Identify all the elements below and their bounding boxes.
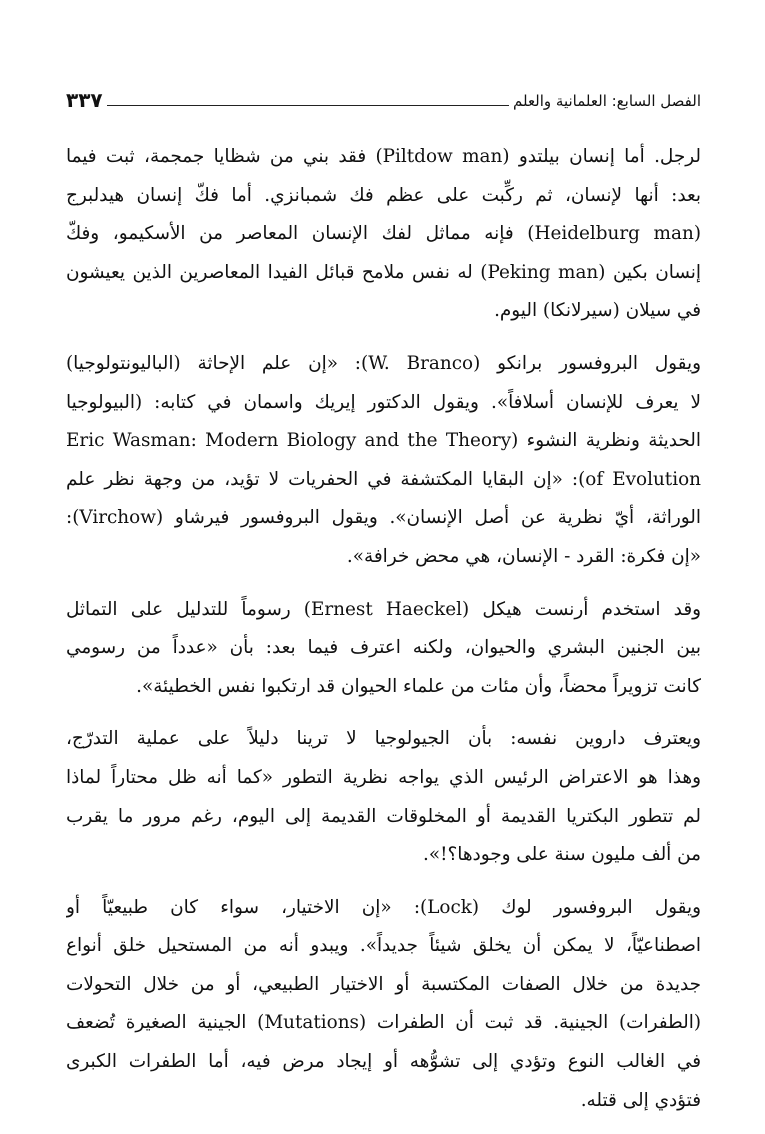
text-line: الحديثة ونظرية النشوء (Eric Wasman: Modern Biology and the Theory (66, 430, 701, 452)
paragraph (66, 591, 701, 707)
text-line: في الغالب النوع وتؤدي إلى تشوُّهه أو إيجاد مرض فيه، أما الطفرات الكبرى (66, 1051, 701, 1073)
text-line: الوراثة، أيّ نظرية عن أصل الإنسان». ويقول البروفسور فيرشاو (Virchow): (66, 507, 701, 529)
text-line: من ألف مليون سنة على وجودها؟!». (422, 844, 701, 866)
text-line: ويقول البروفسور لوك (Lock): «إن الاختيار، سواء كان طبيعيّاً أو (66, 896, 701, 918)
text-line: ويعترف داروين نفسه: بأن الجيولوجيا لا ترينا دليلاً على عملية التدرّج، (66, 728, 701, 750)
text-line: (Heidelburg man) فإنه مماثل لفك الإنسان المعاصر من الأسكيمو، وفكّ (66, 223, 701, 245)
text-line: اصطناعيّاً، لا يمكن أن يخلق شيئاً جديداً». ويبدو أنه من المستحيل خلق أنواع (66, 935, 701, 957)
text-line: كانت تزويراً محضاً، وأن مئات من علماء الحيوان قد ارتكبوا نفس الخطيئة». (136, 675, 701, 697)
running-title: الفصل السابع: العلمانية والعلم (513, 92, 701, 110)
header-rule (107, 105, 509, 106)
paragraph (66, 720, 701, 874)
text-line: وهذا هو الاعتراض الرئيس الذي يواجه نظرية التطور «كما أنه ظل محتاراً لماذا (66, 766, 701, 788)
text-line: بعد: أنها لإنسان، ثم ركِّبت على عظم فك شمبانزي. أما فكّ إنسان هيدلبرج (66, 184, 701, 206)
paragraph (66, 138, 701, 331)
text-line: فتؤدي إلى قتله. (580, 1089, 701, 1111)
text-line: ويقول البروفسور برانكو (W. Branco): «إن علم الإحاثة (الباليونتولوجيا) (66, 352, 701, 374)
body-text (66, 138, 701, 1134)
text-line: إنسان بكين (Peking man) له نفس ملامح قبائل الفيدا المعاصرين الذين يعيشون (66, 261, 701, 283)
text-line: لم تتطور البكتريا القديمة أو المخلوقات القديمة إلى اليوم، رغم مرور ما يقرب (66, 805, 701, 827)
page-number: ٣٣٧ (66, 88, 103, 112)
text-line: لا يعرف للإنسان أسلافاً». ويقول الدكتور إيريك واسمان في كتابه: (البيولوجيا (66, 391, 701, 413)
text-line: بين الجنين البشري والحيوان، ولكنه اعترف فيما بعد: بأن «عدداً من رسومي (66, 637, 701, 659)
text-line: «إن فكرة: القرد - الإنسان، هي محض خرافة». (346, 545, 701, 567)
paragraph (66, 889, 701, 1121)
page-header (66, 82, 701, 112)
text-line: جديدة من خلال الصفات المكتسبة أو الاختيار الطبيعي، أو من خلال التحولات (66, 973, 701, 995)
text-line: في سيلان (سيرلانكا) اليوم. (494, 300, 701, 322)
text-line: (الطفرات) الجينية. قد ثبت أن الطفرات (Mutations) الجينية الصغيرة تُضعف (66, 1012, 701, 1034)
text-line: وقد استخدم أرنست هيكل (Ernest Haeckel) رسوماً للتدليل على التماثل (66, 598, 701, 620)
text-line: of Evolution): «إن البقايا المكتشفة في الحفريات لا تؤيد، من وجهة نظر علم (66, 468, 701, 490)
text-line: لرجل. أما إنسان بيلتدو (Piltdow man) فقد بني من شظايا جمجمة، ثبت فيما (66, 146, 701, 167)
paragraph (66, 345, 701, 577)
